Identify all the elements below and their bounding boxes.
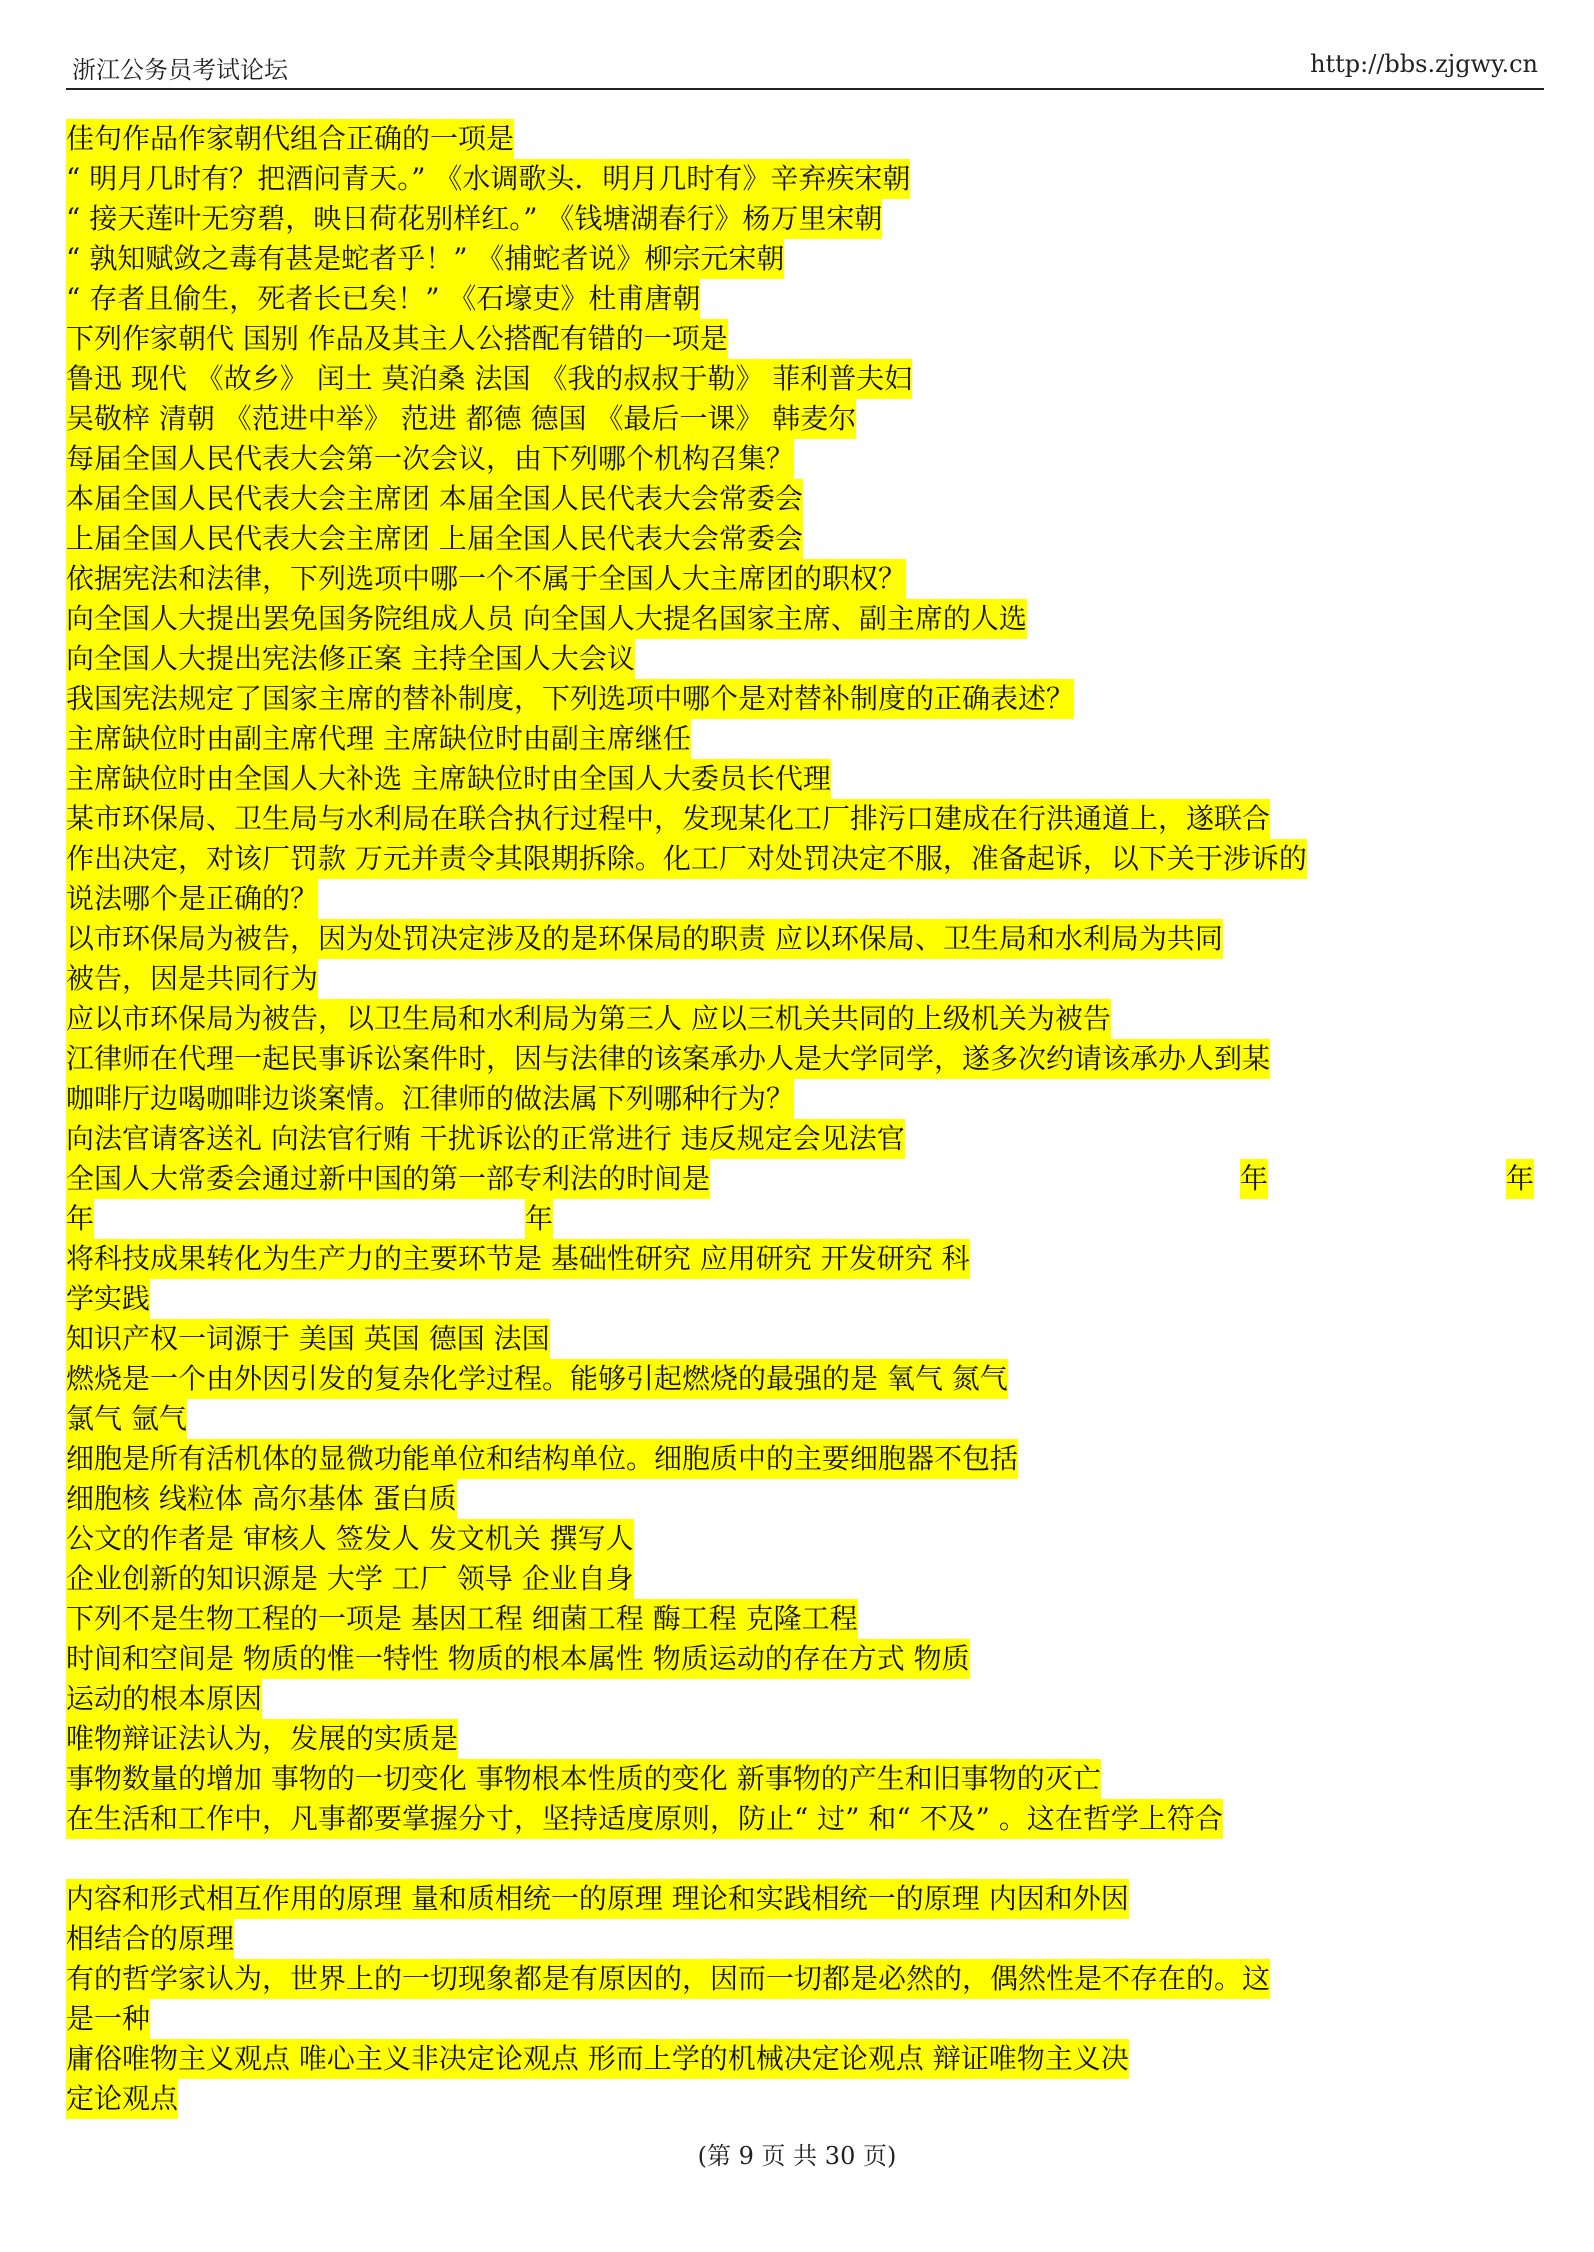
- text-line: [66, 1039, 1538, 1079]
- highlighted-text: 将科技成果转化为生产力的主要环节是 基础性研究 应用研究 开发研究 科: [66, 1239, 970, 1279]
- highlighted-text: 吴敬梓 清朝 《范进中举》 范进 都德 德国 《最后一课》 韩麦尔: [66, 399, 856, 439]
- highlighted-text: 每届全国人民代表大会第一次会议，由下列哪个机构召集？: [66, 439, 794, 479]
- highlighted-text: 定论观点: [66, 2079, 178, 2119]
- highlighted-text: 向法官请客送礼 向法官行贿 干扰诉讼的正常进行 违反规定会见法官: [66, 1119, 905, 1159]
- highlighted-text: 本届全国人民代表大会主席团 本届全国人民代表大会常委会: [66, 479, 803, 519]
- highlighted-text: 知识产权一词源于 美国 英国 德国 法国: [66, 1319, 550, 1359]
- text-line: [66, 1959, 1538, 1999]
- text-line: [66, 1839, 1538, 1879]
- text-line: [66, 999, 1538, 1039]
- text-line: [66, 439, 1538, 479]
- highlighted-text: 事物数量的增加 事物的一切变化 事物根本性质的变化 新事物的产生和旧事物的灭亡: [66, 1759, 1101, 1799]
- text-line: [66, 879, 1538, 919]
- highlighted-text: 相结合的原理: [66, 1919, 234, 1959]
- text-line: [66, 319, 1538, 359]
- text-line: [66, 1519, 1538, 1559]
- highlighted-text: 某市环保局、卫生局与水利局在联合执行过程中，发现某化工厂排污口建成在行洪通道上，遂联合: [66, 799, 1270, 839]
- text-line: [66, 1359, 1538, 1399]
- text-line: [66, 679, 1538, 719]
- text-line: [66, 1439, 1538, 1479]
- highlighted-text: 下列作家朝代 国别 作品及其主人公搭配有错的一项是: [66, 319, 728, 359]
- text-line: [66, 1479, 1538, 1519]
- text-line: [66, 199, 1538, 239]
- text-line: [66, 1919, 1538, 1959]
- highlighted-text: 时间和空间是 物质的惟一特性 物质的根本属性 物质运动的存在方式 物质: [66, 1639, 970, 1679]
- highlighted-text: 细胞是所有活机体的显微功能单位和结构单位。细胞质中的主要细胞器不包括: [66, 1439, 1018, 1479]
- text-line: [66, 399, 1538, 439]
- highlighted-text: 向全国人大提出宪法修正案 主持全国人大会议: [66, 639, 635, 679]
- highlighted-text: 江律师在代理一起民事诉讼案件时，因与法律的该案承办人是大学同学，遂多次约请该承办人到某: [66, 1039, 1270, 1079]
- highlighted-text: 主席缺位时由副主席代理 主席缺位时由副主席继任: [66, 719, 691, 759]
- highlighted-text: 全国人大常委会通过新中国的第一部专利法的时间是: [66, 1159, 710, 1199]
- highlighted-text: 年: [1506, 1159, 1534, 1199]
- text-line: [66, 2079, 1538, 2119]
- text-line: [66, 159, 1538, 199]
- highlighted-text: 燃烧是一个由外因引发的复杂化学过程。能够引起燃烧的最强的是 氧气 氮气: [66, 1359, 1008, 1399]
- text-line: [66, 839, 1538, 879]
- text-line: [66, 1159, 1538, 1199]
- highlighted-text: “ 存者且偷生，死者长已矣！” 《石壕吏》杜甫唐朝: [66, 279, 700, 319]
- text-line: [66, 919, 1538, 959]
- highlighted-text: 庸俗唯物主义观点 唯心主义非决定论观点 形而上学的机械决定论观点 辩证唯物主义决: [66, 2039, 1129, 2079]
- text-line: [66, 239, 1538, 279]
- text-line: [66, 599, 1538, 639]
- highlighted-text: 以市环保局为被告，因为处罚决定涉及的是环保局的职责 应以环保局、卫生局和水利局为共同: [66, 919, 1223, 959]
- highlighted-text: 运动的根本原因: [66, 1679, 262, 1719]
- text-line: [66, 799, 1538, 839]
- highlighted-text: 氯气 氩气: [66, 1399, 187, 1439]
- text-line: [66, 719, 1538, 759]
- text-line: [66, 1759, 1538, 1799]
- highlighted-text: 企业创新的知识源是 大学 工厂 领导 企业自身: [66, 1559, 634, 1599]
- highlighted-text: 有的哲学家认为，世界上的一切现象都是有原因的，因而一切都是必然的，偶然性是不存在的。这: [66, 1959, 1270, 1999]
- text-line: [66, 1319, 1538, 1359]
- text-line: [66, 1119, 1538, 1159]
- highlighted-question-list: [66, 119, 1538, 2119]
- text-line: [66, 1559, 1538, 1599]
- highlighted-text: “ 明月几时有？把酒问青天。” 《水调歌头．明月几时有》辛弃疾宋朝: [66, 159, 910, 199]
- header-url: http://bbs.zjgwy.cn: [1310, 50, 1538, 78]
- highlighted-text: “ 孰知赋敛之毒有甚是蛇者乎！” 《捕蛇者说》柳宗元宋朝: [66, 239, 784, 279]
- highlighted-text: 年: [66, 1199, 94, 1239]
- highlighted-text: 年: [525, 1199, 553, 1239]
- highlighted-text: 被告，因是共同行为: [66, 959, 318, 999]
- text-line: [66, 1599, 1538, 1639]
- highlighted-text: 在生活和工作中，凡事都要掌握分寸，坚持适度原则，防止“ 过” 和“ 不及” 。这在哲学上符合: [66, 1799, 1223, 1839]
- text-line: [66, 559, 1538, 599]
- highlighted-text: “ 接天莲叶无穷碧，映日荷花别样红。” 《钱塘湖春行》杨万里宋朝: [66, 199, 882, 239]
- page-number: (第 9 页 共 30 页): [697, 2142, 897, 2170]
- text-line: [66, 2039, 1538, 2079]
- highlighted-text: 公文的作者是 审核人 签发人 发文机关 撰写人: [66, 1519, 634, 1559]
- highlighted-text: 说法哪个是正确的？: [66, 879, 318, 919]
- header-site-name: 浙江公务员考试论坛: [72, 56, 288, 84]
- text-line: [66, 1639, 1538, 1679]
- text-line: [66, 519, 1538, 559]
- text-line: [66, 479, 1538, 519]
- text-line: [66, 759, 1538, 799]
- highlighted-text: 年: [1240, 1159, 1268, 1199]
- text-line: [66, 1679, 1538, 1719]
- highlighted-text: 我国宪法规定了国家主席的替补制度，下列选项中哪个是对替补制度的正确表述？: [66, 679, 1074, 719]
- highlighted-text: 向全国人大提出罢免国务院组成人员 向全国人大提名国家主席、副主席的人选: [66, 599, 1027, 639]
- highlighted-text: 唯物辩证法认为，发展的实质是: [66, 1719, 458, 1759]
- highlighted-text: 下列不是生物工程的一项是 基因工程 细菌工程 酶工程 克隆工程: [66, 1599, 858, 1639]
- highlighted-text: 依据宪法和法律，下列选项中哪一个不属于全国人大主席团的职权？: [66, 559, 906, 599]
- header-divider: [66, 88, 1544, 90]
- text-line: [66, 1999, 1538, 2039]
- text-line: [66, 1239, 1538, 1279]
- highlighted-text: 学实践: [66, 1279, 150, 1319]
- text-line: [66, 1199, 1538, 1239]
- highlighted-text: 主席缺位时由全国人大补选 主席缺位时由全国人大委员长代理: [66, 759, 831, 799]
- text-line: [66, 1399, 1538, 1439]
- highlighted-text: 细胞核 线粒体 高尔基体 蛋白质: [66, 1479, 457, 1519]
- text-line: [66, 119, 1538, 159]
- text-line: [66, 639, 1538, 679]
- highlighted-text: 上届全国人民代表大会主席团 上届全国人民代表大会常委会: [66, 519, 803, 559]
- text-line: [66, 1079, 1538, 1119]
- text-line: [66, 1879, 1538, 1919]
- highlighted-text: 应以市环保局为被告，以卫生局和水利局为第三人 应以三机关共同的上级机关为被告: [66, 999, 1111, 1039]
- text-line: [66, 959, 1538, 999]
- highlighted-text: 咖啡厅边喝咖啡边谈案情。江律师的做法属下列哪种行为？: [66, 1079, 794, 1119]
- text-line: [66, 359, 1538, 399]
- highlighted-text: 佳句作品作家朝代组合正确的一项是: [66, 119, 514, 159]
- highlighted-text: 作出决定，对该厂罚款 万元并责令其限期拆除。化工厂对处罚决定不服，准备起诉，以下关于涉诉的: [66, 839, 1307, 879]
- highlighted-text: 是一种: [66, 1999, 150, 2039]
- text-line: [66, 1719, 1538, 1759]
- highlighted-text: 内容和形式相互作用的原理 量和质相统一的原理 理论和实践相统一的原理 内因和外因: [66, 1879, 1129, 1919]
- text-line: [66, 279, 1538, 319]
- highlighted-text: 鲁迅 现代 《故乡》 闰土 莫泊桑 法国 《我的叔叔于勒》 菲利普夫妇: [66, 359, 912, 399]
- text-line: [66, 1799, 1538, 1839]
- text-line: [66, 1279, 1538, 1319]
